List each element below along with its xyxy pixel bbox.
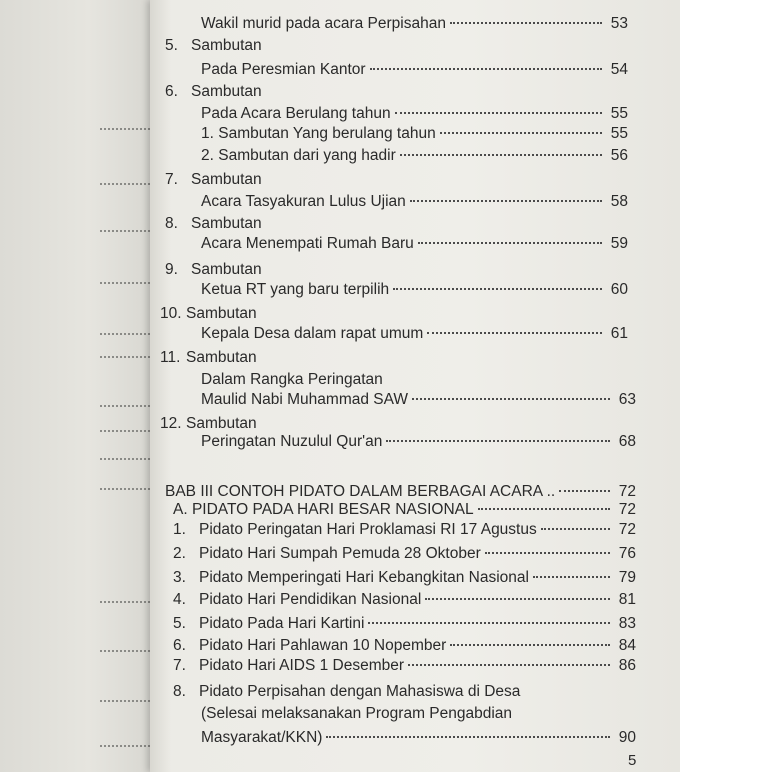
toc-entry [165, 260, 628, 280]
leader-dots [400, 154, 602, 156]
toc-entry-page: 63 [618, 391, 636, 408]
leader-dots [533, 576, 610, 578]
toc-entry-page: 60 [610, 281, 628, 298]
toc-entry-title: Pidato Hari Sumpah Pemuda 28 Oktober [199, 545, 481, 562]
leader-dots [418, 242, 602, 244]
toc-entry-number: 5. [165, 37, 178, 54]
previous-page-edge [0, 0, 162, 772]
toc-entry-title: Sambutan [191, 37, 262, 54]
leader-dots [100, 183, 150, 185]
toc-entry-page: 54 [610, 61, 628, 78]
toc-entry [160, 348, 628, 368]
toc-entry-title: 2. Sambutan dari yang hadir [201, 147, 396, 164]
toc-entry [201, 124, 628, 144]
toc-entry-title: Sambutan [191, 261, 262, 278]
leader-dots [100, 430, 150, 432]
toc-entry-title: Pada Acara Berulang tahun [201, 105, 391, 122]
leader-dots [100, 230, 150, 232]
leader-dots [478, 508, 610, 510]
toc-entry-title: A. PIDATO PADA HARI BESAR NASIONAL [173, 501, 474, 518]
leader-dots [559, 490, 610, 492]
leader-dots [450, 22, 602, 24]
toc-entry-title: Pidato Memperingati Hari Kebangkitan Nasional [199, 569, 529, 586]
toc-entry [173, 590, 636, 610]
toc-entry-title: Pidato Hari Pahlawan 10 Nopember [199, 637, 447, 654]
toc-entry [201, 14, 628, 34]
toc-entry-number: 6. [173, 637, 186, 654]
leader-dots [485, 552, 610, 554]
leader-dots [100, 333, 150, 335]
leader-dots [100, 745, 150, 747]
toc-entry [201, 60, 628, 80]
toc-entry-title: Ketua RT yang baru terpilih [201, 281, 390, 298]
toc-entry-page: 59 [610, 235, 628, 252]
toc-entry-page: 55 [610, 125, 628, 142]
toc-entry-title: Pada Peresmian Kantor [201, 61, 366, 78]
toc-entry [201, 104, 628, 124]
toc-entry-page: 79 [618, 569, 636, 586]
toc-entry-title: Wakil murid pada acara Perpisahan [201, 15, 446, 32]
toc-entry-page: 72 [618, 483, 636, 500]
background [680, 0, 772, 772]
leader-dots [100, 356, 150, 358]
toc-entry-title: Dalam Rangka Peringatan [201, 371, 383, 388]
leader-dots [408, 664, 610, 666]
toc-entry-number: 2. [173, 545, 186, 562]
leader-dots [393, 288, 602, 290]
toc-entry-number: 8. [165, 215, 178, 232]
leader-dots [100, 458, 150, 460]
toc-entry-title: Kepala Desa dalam rapat umum [201, 325, 424, 342]
leader-dots [412, 398, 610, 400]
toc-entry-number: 10. [160, 305, 182, 322]
toc-entry-number: 11. [160, 349, 181, 366]
leader-dots [368, 622, 610, 624]
toc-entry [165, 170, 628, 190]
toc-entry-title: BAB III CONTOH PIDATO DALAM BERBAGAI ACARA .. [165, 483, 556, 500]
toc-entry-page: 55 [610, 105, 628, 122]
toc-entry [173, 636, 636, 656]
toc-entry-page: 72 [618, 521, 636, 538]
toc-entry [165, 482, 636, 502]
leader-dots [100, 650, 150, 652]
toc-entry-number: 4. [173, 591, 186, 608]
toc-entry [201, 280, 628, 300]
toc-entry [173, 614, 636, 634]
toc-entry-page: 61 [610, 325, 628, 342]
leader-dots [100, 128, 150, 130]
toc-entry-page: 90 [618, 729, 636, 746]
leader-dots [100, 700, 150, 702]
toc-entry-title: Sambutan [186, 305, 257, 322]
page-number: 5 [628, 752, 637, 769]
toc-entry [173, 568, 636, 588]
toc-entry [201, 324, 628, 344]
toc-entry-page: 81 [618, 591, 636, 608]
leader-dots [395, 112, 602, 114]
toc-entry [201, 146, 628, 166]
toc-entry [173, 544, 636, 564]
toc-entry-title: (Selesai melaksanakan Program Pengabdian [201, 705, 513, 722]
toc-entry-title: 1. Sambutan Yang berulang tahun [201, 125, 436, 142]
toc-entry-page: 84 [618, 637, 636, 654]
toc-entry-page: 68 [618, 433, 636, 450]
toc-entry [201, 370, 628, 390]
toc-entry-number: 5. [173, 615, 186, 632]
toc-entry [173, 682, 636, 702]
toc-entry [173, 500, 636, 520]
toc-entry [160, 414, 628, 434]
toc-entry-title: Sambutan [191, 171, 262, 188]
toc-entry-title: Maulid Nabi Muhammad SAW [201, 391, 409, 408]
toc-entry [160, 304, 628, 324]
toc-entry [173, 520, 636, 540]
leader-dots [427, 332, 602, 334]
toc-entry-title: Pidato Hari Pendidikan Nasional [199, 591, 422, 608]
toc-entry [165, 214, 628, 234]
toc-entry-number: 7. [165, 171, 178, 188]
toc-entry-title: Pidato Hari AIDS 1 Desember [199, 657, 405, 674]
leader-dots [386, 440, 610, 442]
toc-entry-number: 1. [173, 521, 186, 538]
leader-dots [370, 68, 602, 70]
leader-dots [100, 282, 150, 284]
leader-dots [410, 200, 602, 202]
toc-entry-title: Acara Tasyakuran Lulus Ujian [201, 193, 406, 210]
toc-entry-page: 56 [610, 147, 628, 164]
toc-entry [165, 36, 628, 56]
leader-dots [425, 598, 610, 600]
toc-entry-title: Peringatan Nuzulul Qur'an [201, 433, 383, 450]
toc-entry-number: 12. [160, 415, 182, 432]
leader-dots [450, 644, 610, 646]
toc-entry-title: Sambutan [191, 83, 262, 100]
leader-dots [100, 405, 150, 407]
toc-entry-page: 72 [618, 501, 636, 518]
leader-dots [541, 528, 610, 530]
toc-entry-title: Acara Menempati Rumah Baru [201, 235, 414, 252]
toc-entry-number: 7. [173, 657, 186, 674]
toc-entry-number: 8. [173, 683, 186, 700]
toc-entry-page: 58 [610, 193, 628, 210]
toc-entry-page: 53 [610, 15, 628, 32]
toc-entry-title: Pidato Pada Hari Kartini [199, 615, 365, 632]
leader-dots [100, 601, 150, 603]
toc-entry [201, 728, 636, 748]
toc-entry [201, 192, 628, 212]
toc-entry [165, 82, 628, 102]
toc-entry-title: Pidato Peringatan Hari Proklamasi RI 17 Agustus [199, 521, 537, 538]
toc-entry-title: Sambutan [186, 415, 257, 432]
toc-entry-page: 86 [618, 657, 636, 674]
leader-dots [326, 736, 610, 738]
toc-entry-number: 6. [165, 83, 178, 100]
toc-entry-page: 83 [618, 615, 636, 632]
toc-entry-title: Pidato Perpisahan dengan Mahasiswa di Desa [199, 683, 521, 700]
leader-dots [100, 488, 150, 490]
toc-entry-title: Sambutan [191, 215, 262, 232]
toc-entry [173, 656, 636, 676]
toc-entry [201, 390, 636, 410]
toc-entry [201, 432, 636, 452]
leader-dots [440, 132, 602, 134]
toc-entry-title: Sambutan [186, 349, 257, 366]
toc-entry [201, 704, 636, 724]
toc-entry-number: 9. [165, 261, 178, 278]
toc-entry-number: 3. [173, 569, 186, 586]
toc-entry [201, 234, 628, 254]
toc-entry-title: Masyarakat/KKN) [201, 729, 323, 746]
toc-entry-page: 76 [618, 545, 636, 562]
